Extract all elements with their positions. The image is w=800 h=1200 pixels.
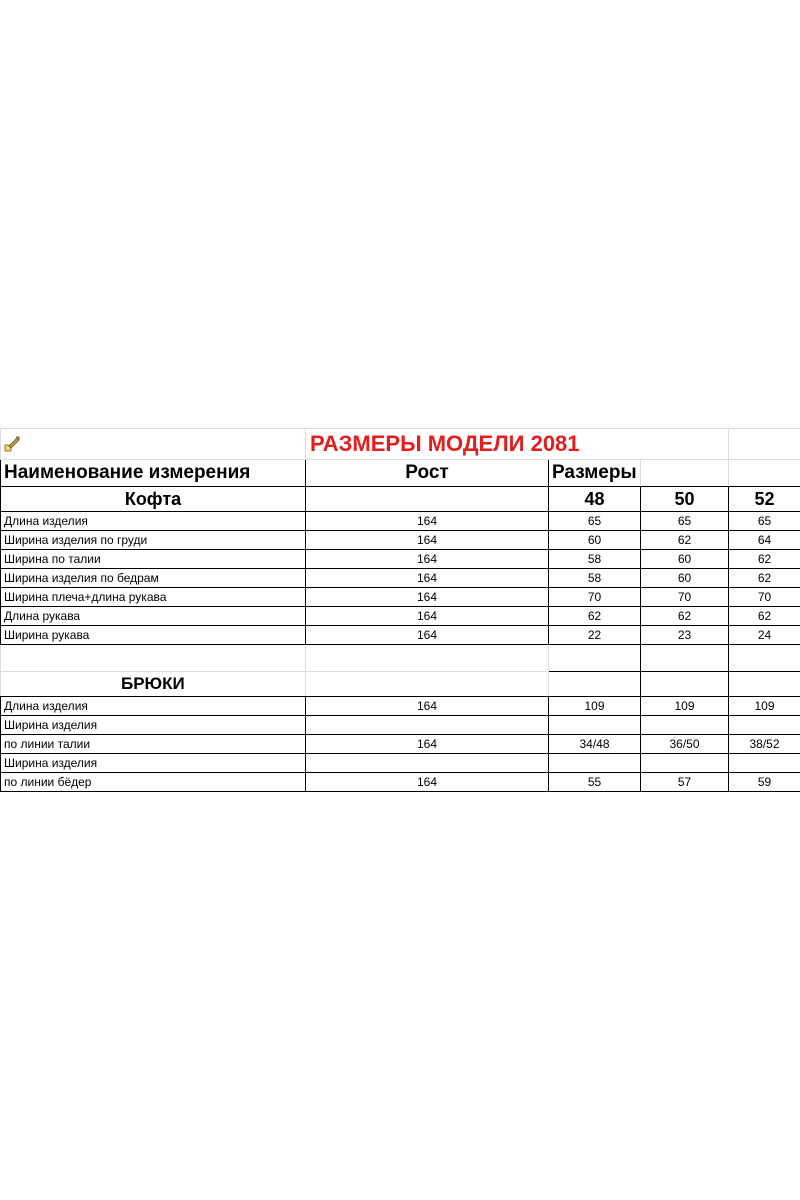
size-chart-table [0, 428, 800, 792]
value-52: 109 [729, 697, 800, 716]
kofta-label: Кофта [1, 487, 306, 512]
value-48: 109 [549, 697, 641, 716]
measure-height [306, 754, 549, 773]
value-48: 34/48 [549, 735, 641, 754]
bryuki-label: БРЮКИ [1, 672, 306, 697]
size-chart-sheet [0, 428, 800, 789]
measure-height: 164 [306, 626, 549, 645]
value-50 [641, 754, 729, 773]
value-48: 55 [549, 773, 641, 792]
spacer-cell [306, 645, 549, 672]
table-row [1, 697, 800, 716]
value-48: 58 [549, 569, 641, 588]
measure-height: 164 [306, 697, 549, 716]
table-row [1, 588, 800, 607]
value-50: 60 [641, 569, 729, 588]
bryuki-size-blank [549, 672, 641, 697]
table-row [1, 550, 800, 569]
value-52: 59 [729, 773, 800, 792]
title-row [1, 429, 800, 460]
value-50: 60 [641, 550, 729, 569]
value-52: 62 [729, 550, 800, 569]
table-row [1, 735, 800, 754]
table-row [1, 773, 800, 792]
value-50: 36/50 [641, 735, 729, 754]
value-52: 38/52 [729, 735, 800, 754]
bryuki-section-row [1, 672, 800, 697]
measure-name: Ширина изделия по груди [1, 531, 306, 550]
table-row [1, 754, 800, 773]
measure-height: 164 [306, 512, 549, 531]
measure-name: Ширина рукава [1, 626, 306, 645]
value-52: 24 [729, 626, 800, 645]
value-50: 65 [641, 512, 729, 531]
measure-name: Ширина изделия [1, 754, 306, 773]
value-50: 62 [641, 531, 729, 550]
measure-height: 164 [306, 588, 549, 607]
header-sizes-col: Размеры [549, 460, 641, 487]
value-48: 60 [549, 531, 641, 550]
measure-height: 164 [306, 735, 549, 754]
table-row [1, 716, 800, 735]
bryuki-size-blank [641, 672, 729, 697]
value-48: 62 [549, 607, 641, 626]
spacer-cell [1, 645, 306, 672]
measure-height [306, 716, 549, 735]
size-header-50: 50 [641, 487, 729, 512]
spacer-cell [549, 645, 641, 672]
header-name-col: Наименование измерения [1, 460, 306, 487]
measure-name: Ширина по талии [1, 550, 306, 569]
title-empty-cell [729, 429, 800, 460]
kofta-section-row [1, 487, 800, 512]
measure-name: Ширина изделия [1, 716, 306, 735]
value-48 [549, 716, 641, 735]
header-blank-1 [641, 460, 729, 487]
value-48: 70 [549, 588, 641, 607]
value-48 [549, 754, 641, 773]
measure-name: Длина рукава [1, 607, 306, 626]
value-52: 64 [729, 531, 800, 550]
value-50: 23 [641, 626, 729, 645]
header-row [1, 460, 800, 487]
measure-height: 164 [306, 569, 549, 588]
value-52 [729, 754, 800, 773]
value-50 [641, 716, 729, 735]
table-row [1, 569, 800, 588]
bryuki-height-blank [306, 672, 549, 697]
spacer-row [1, 645, 800, 672]
measure-name: по линии талии [1, 735, 306, 754]
page-title: РАЗМЕРЫ МОДЕЛИ 2081 [306, 429, 729, 460]
header-blank-2 [729, 460, 800, 487]
measure-height: 164 [306, 531, 549, 550]
value-50: 57 [641, 773, 729, 792]
table-row [1, 512, 800, 531]
paste-brush-icon[interactable] [4, 436, 20, 452]
size-header-48: 48 [549, 487, 641, 512]
value-52 [729, 716, 800, 735]
value-48: 58 [549, 550, 641, 569]
value-50: 109 [641, 697, 729, 716]
value-52: 62 [729, 607, 800, 626]
value-50: 62 [641, 607, 729, 626]
spacer-cell [641, 645, 729, 672]
value-52: 65 [729, 512, 800, 531]
measure-name: Ширина плеча+длина рукава [1, 588, 306, 607]
value-48: 65 [549, 512, 641, 531]
bryuki-size-blank [729, 672, 800, 697]
measure-name: Длина изделия [1, 512, 306, 531]
measure-height: 164 [306, 773, 549, 792]
table-row [1, 626, 800, 645]
measure-height: 164 [306, 607, 549, 626]
table-row [1, 607, 800, 626]
header-height-col: Рост [306, 460, 549, 487]
value-50: 70 [641, 588, 729, 607]
measure-name: по линии бёдер [1, 773, 306, 792]
table-row [1, 531, 800, 550]
value-52: 62 [729, 569, 800, 588]
measure-name: Ширина изделия по бедрам [1, 569, 306, 588]
value-52: 70 [729, 588, 800, 607]
kofta-height-blank [306, 487, 549, 512]
value-48: 22 [549, 626, 641, 645]
size-header-52: 52 [729, 487, 800, 512]
measure-name: Длина изделия [1, 697, 306, 716]
corner-cell [1, 429, 306, 460]
spacer-cell [729, 645, 800, 672]
measure-height: 164 [306, 550, 549, 569]
